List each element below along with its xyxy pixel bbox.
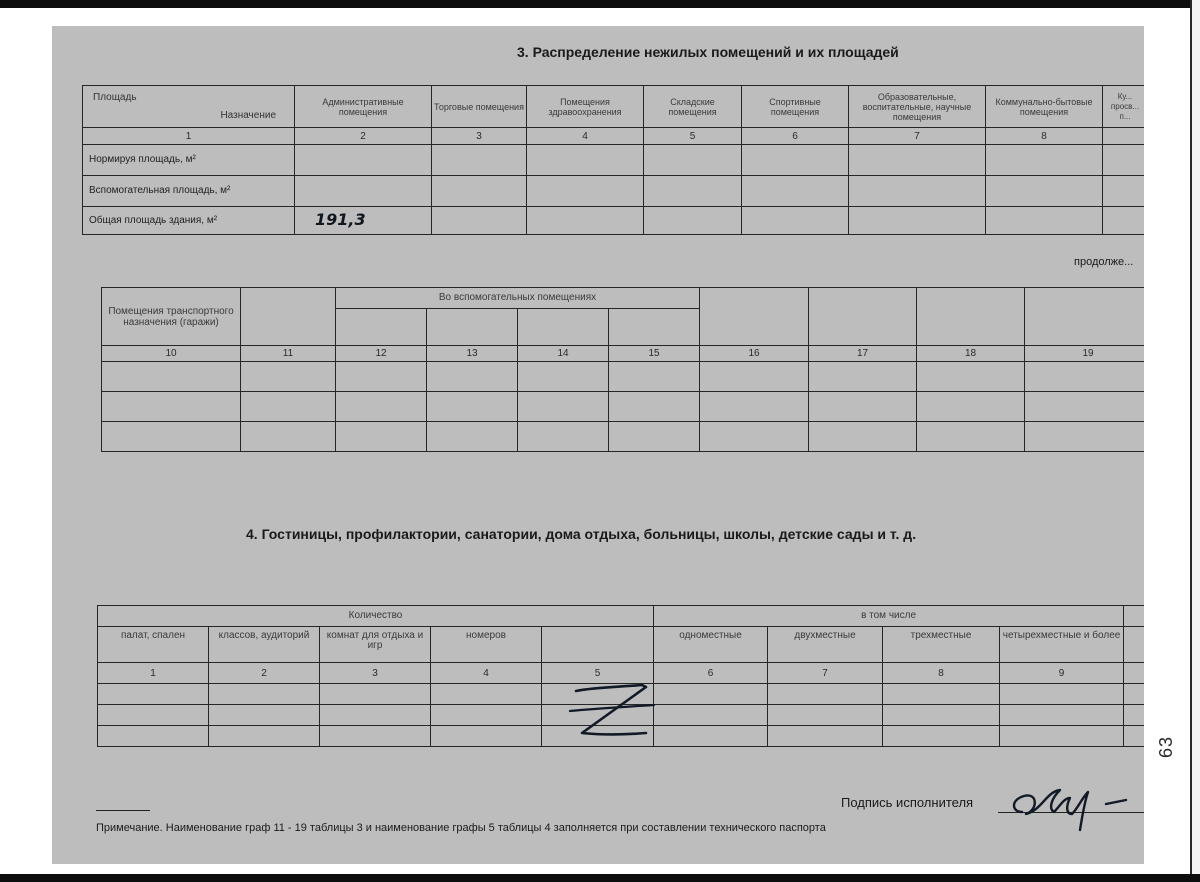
table-cell	[295, 176, 432, 207]
table-continued	[101, 287, 1144, 452]
group-header-including: в том числе	[654, 606, 1124, 627]
col-header-garages: Помещения транспортного назначения (гаражи)	[102, 288, 241, 346]
col-header-blank	[542, 627, 654, 663]
footnote-rule	[96, 810, 150, 811]
row-label-auxiliary-area: Вспомогательная площадь, м²	[83, 176, 295, 207]
col-number: 1	[83, 128, 295, 145]
handwritten-signature	[1002, 778, 1142, 834]
footnote-text: Примечание. Наименование граф 11 - 19 таблицы 3 и наименование графы 5 таблицы 4 заполняется при составлении технического паспорта	[96, 822, 826, 834]
col-header-cut: Ку... просв... п...	[1103, 86, 1145, 128]
col-header-rooms: комнат для отдыха и игр	[320, 627, 431, 663]
col-number: 3	[320, 663, 431, 684]
handwritten-z-mark	[562, 681, 662, 747]
section3-title: 3. Распределение нежилых помещений и их площадей	[517, 44, 899, 60]
col-header-admin: Административные помещения	[295, 86, 432, 128]
col-number: 2	[209, 663, 320, 684]
row-label-total-area: Общая площадь здания, м²	[83, 207, 295, 235]
col-number: 10	[102, 346, 241, 362]
col-number: 17	[809, 346, 917, 362]
form-sheet	[52, 26, 1144, 864]
col-number: 3	[432, 128, 527, 145]
col-number: 5	[644, 128, 742, 145]
col-header-single: одноместные	[654, 627, 768, 663]
table-nonresidential-areas	[82, 85, 1144, 235]
row-label-normative-area: Нормируя площадь, м²	[83, 145, 295, 176]
col-number: 6	[742, 128, 849, 145]
col-number: 19	[1025, 346, 1145, 362]
col-header-health: Помещения здравоохранения	[527, 86, 644, 128]
col-number: 16	[700, 346, 809, 362]
scan-right-edge	[1190, 0, 1200, 882]
col-header-storage: Складские помещения	[644, 86, 742, 128]
handwritten-total-area: 191,3	[315, 209, 366, 229]
col-number: 2	[295, 128, 432, 145]
col-number: 7	[768, 663, 883, 684]
group-header-auxiliary: Во вспомогательных помещениях	[336, 288, 700, 309]
col-header-classes: классов, аудиторий	[209, 627, 320, 663]
signature-label: Подпись исполнителя	[841, 795, 974, 810]
col-number: 6	[654, 663, 768, 684]
page-number: 63	[1156, 735, 1176, 758]
col-number: 8	[986, 128, 1103, 145]
col-header-sport: Спортивные помещения	[742, 86, 849, 128]
col-header-quad: четырехместные и более	[1000, 627, 1124, 663]
col-header-double: двухместные	[768, 627, 883, 663]
col-number: 4	[527, 128, 644, 145]
col-number: 5	[542, 663, 654, 684]
col-number: 9	[1000, 663, 1124, 684]
group-header-quantity: Количество	[98, 606, 654, 627]
col-header-utility: Коммунально-бытовые помещения	[986, 86, 1103, 128]
corner-cell	[83, 86, 295, 128]
col-header-triple: трехместные	[883, 627, 1000, 663]
col-header-education: Образовательные, воспитательные, научные помещения	[849, 86, 986, 128]
corner-label-purpose: Назначение	[220, 109, 276, 121]
col-number: 14	[518, 346, 609, 362]
table-cell	[295, 145, 432, 176]
total-area-value-cell	[295, 207, 432, 235]
col-number: 11	[241, 346, 336, 362]
corner-label-area: Площадь	[93, 91, 137, 103]
col-number: 8	[883, 663, 1000, 684]
col-header-wards: палат, спален	[98, 627, 209, 663]
col-number: 4	[431, 663, 542, 684]
scan-top-edge	[0, 0, 1200, 8]
continued-label: продолже...	[1074, 256, 1134, 268]
col-number: 12	[336, 346, 427, 362]
col-number: 7	[849, 128, 986, 145]
scan-bottom-edge	[0, 874, 1200, 882]
col-header-trade: Торговые помещения	[432, 86, 527, 128]
section4-title: 4. Гостиницы, профилактории, санатории, дома отдыха, больницы, школы, детские сады и т. д.	[246, 526, 917, 542]
col-header-numbers: номеров	[431, 627, 542, 663]
col-number: 13	[427, 346, 518, 362]
col-number: 18	[917, 346, 1025, 362]
col-number: 15	[609, 346, 700, 362]
col-number: 1	[98, 663, 209, 684]
